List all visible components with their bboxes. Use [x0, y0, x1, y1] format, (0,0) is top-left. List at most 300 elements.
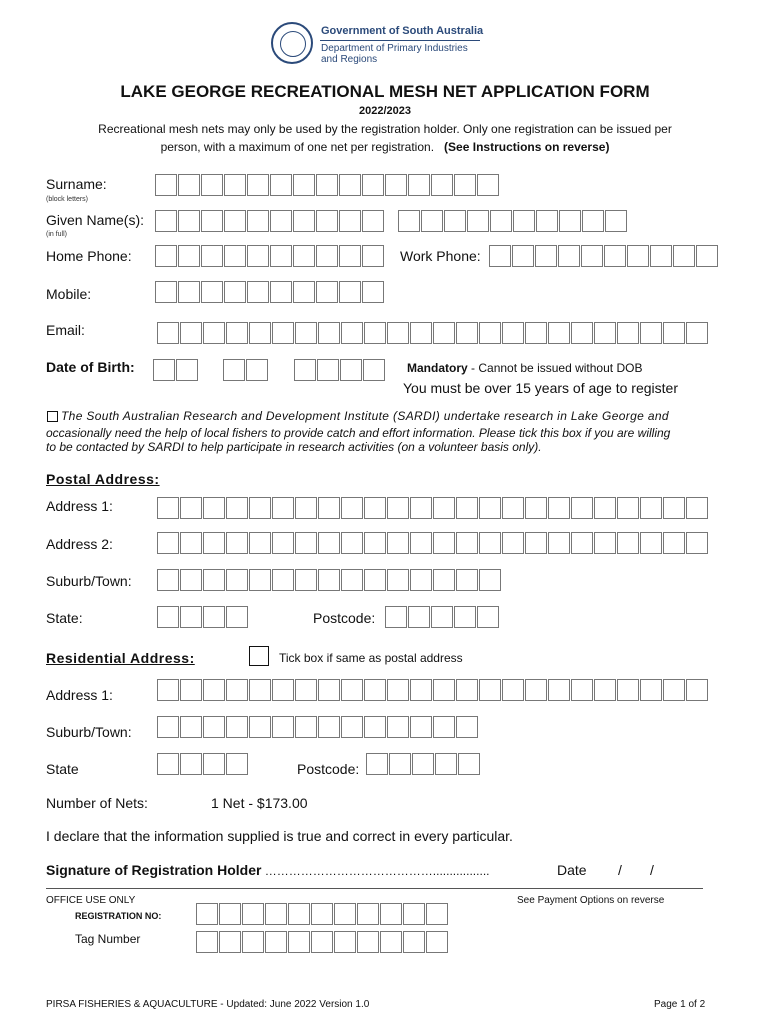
character-box[interactable]: [387, 322, 409, 344]
character-box[interactable]: [334, 931, 356, 953]
character-box[interactable]: [249, 716, 271, 738]
government-seal-logo: [271, 22, 313, 64]
signature-label: Signature of Registration Holder: [46, 862, 262, 878]
character-box[interactable]: [456, 322, 478, 344]
number-of-nets-value: 1 Net - $173.00: [211, 795, 308, 811]
character-box[interactable]: [686, 532, 708, 554]
intro-line-2: [0, 140, 770, 154]
character-box[interactable]: [594, 497, 616, 519]
character-box[interactable]: [456, 497, 478, 519]
character-box[interactable]: [341, 532, 363, 554]
character-box[interactable]: [435, 753, 457, 775]
character-box[interactable]: [196, 931, 218, 953]
postal-address-1-input[interactable]: [157, 497, 709, 519]
character-box[interactable]: [272, 716, 294, 738]
character-box[interactable]: [226, 322, 248, 344]
mobile-input[interactable]: [155, 281, 385, 303]
character-box[interactable]: [477, 606, 499, 628]
character-box[interactable]: [288, 931, 310, 953]
character-box[interactable]: [272, 497, 294, 519]
character-box[interactable]: [176, 359, 198, 381]
character-box[interactable]: [180, 716, 202, 738]
character-box[interactable]: [559, 210, 581, 232]
character-box[interactable]: [410, 716, 432, 738]
character-box[interactable]: [410, 679, 432, 701]
character-box[interactable]: [477, 174, 499, 196]
character-box[interactable]: [426, 903, 448, 925]
residential-postcode-input[interactable]: [366, 753, 481, 775]
character-box[interactable]: [410, 532, 432, 554]
character-box[interactable]: [316, 210, 338, 232]
character-box[interactable]: [431, 606, 453, 628]
mobile-label: Mobile:: [46, 286, 92, 302]
character-box[interactable]: [203, 753, 225, 775]
character-box[interactable]: [157, 569, 179, 591]
character-box[interactable]: [295, 716, 317, 738]
character-box[interactable]: [594, 679, 616, 701]
character-box[interactable]: [247, 210, 269, 232]
form-year: 2022/2023: [359, 105, 411, 117]
character-box[interactable]: [272, 532, 294, 554]
character-box[interactable]: [219, 931, 241, 953]
character-box[interactable]: [272, 569, 294, 591]
character-box[interactable]: [502, 497, 524, 519]
character-box[interactable]: [548, 322, 570, 344]
character-box[interactable]: [226, 497, 248, 519]
character-box[interactable]: [431, 174, 453, 196]
character-box[interactable]: [318, 532, 340, 554]
character-box[interactable]: [157, 716, 179, 738]
dept-line-2: and Regions: [321, 54, 378, 65]
character-box[interactable]: [385, 174, 407, 196]
character-box[interactable]: [270, 245, 292, 267]
character-box[interactable]: [686, 497, 708, 519]
given-name-input-2[interactable]: [398, 210, 628, 232]
character-box[interactable]: [155, 174, 177, 196]
character-box[interactable]: [293, 281, 315, 303]
sardi-line-2: occasionally need the help of local fishers to provide catch and effort information. Please tick this box if you are willing: [46, 426, 671, 440]
surname-input[interactable]: [155, 174, 500, 196]
mandatory-word: Mandatory: [407, 361, 468, 375]
number-of-nets-label: Number of Nets:: [46, 795, 148, 811]
residential-address-1-label: Address 1:: [46, 687, 113, 703]
registration-no-input[interactable]: [196, 903, 449, 925]
character-box[interactable]: [490, 210, 512, 232]
sardi-checkbox[interactable]: [47, 411, 58, 422]
character-box[interactable]: [387, 679, 409, 701]
character-box[interactable]: [594, 322, 616, 344]
character-box[interactable]: [247, 174, 269, 196]
character-box[interactable]: [502, 532, 524, 554]
character-box[interactable]: [663, 497, 685, 519]
character-box[interactable]: [316, 245, 338, 267]
character-box[interactable]: [201, 281, 223, 303]
character-box[interactable]: [247, 245, 269, 267]
character-box[interactable]: [458, 753, 480, 775]
character-box[interactable]: [249, 322, 271, 344]
character-box[interactable]: [502, 679, 524, 701]
character-box[interactable]: [201, 210, 223, 232]
character-box[interactable]: [433, 497, 455, 519]
date-slash-2: /: [650, 862, 654, 878]
intro-instructions: (See Instructions on reverse): [444, 140, 610, 154]
character-box[interactable]: [479, 532, 501, 554]
character-box[interactable]: [180, 679, 202, 701]
declaration-text: I declare that the information supplied is true and correct in every particular.: [46, 828, 513, 844]
character-box[interactable]: [387, 497, 409, 519]
character-box[interactable]: [513, 210, 535, 232]
office-divider: [46, 888, 703, 889]
character-box[interactable]: [640, 322, 662, 344]
postal-state-input[interactable]: [157, 606, 249, 628]
character-box[interactable]: [272, 322, 294, 344]
character-box[interactable]: [242, 903, 264, 925]
character-box[interactable]: [364, 569, 386, 591]
dob-day-input[interactable]: [153, 359, 199, 381]
character-box[interactable]: [157, 753, 179, 775]
character-box[interactable]: [582, 210, 604, 232]
character-box[interactable]: [224, 245, 246, 267]
character-box[interactable]: [318, 716, 340, 738]
character-box[interactable]: [226, 606, 248, 628]
character-box[interactable]: [366, 753, 388, 775]
postal-address-2-input[interactable]: [157, 532, 709, 554]
character-box[interactable]: [295, 532, 317, 554]
character-box[interactable]: [223, 359, 245, 381]
character-box[interactable]: [536, 210, 558, 232]
character-box[interactable]: [180, 322, 202, 344]
character-box[interactable]: [265, 931, 287, 953]
character-box[interactable]: [433, 322, 455, 344]
character-box[interactable]: [180, 753, 202, 775]
character-box[interactable]: [696, 245, 718, 267]
character-box[interactable]: [387, 532, 409, 554]
character-box[interactable]: [316, 174, 338, 196]
character-box[interactable]: [410, 322, 432, 344]
character-box[interactable]: [249, 532, 271, 554]
character-box[interactable]: [617, 532, 639, 554]
character-box[interactable]: [288, 903, 310, 925]
character-box[interactable]: [408, 606, 430, 628]
character-box[interactable]: [249, 679, 271, 701]
character-box[interactable]: [454, 606, 476, 628]
character-box[interactable]: [293, 245, 315, 267]
given-name-input-1[interactable]: [155, 210, 385, 232]
intro-line-1: Recreational mesh nets may only be used by the registration holder. Only one registration can be issued per: [98, 122, 672, 136]
character-box[interactable]: [525, 497, 547, 519]
character-box[interactable]: [456, 679, 478, 701]
postal-postcode-input[interactable]: [385, 606, 500, 628]
character-box[interactable]: [311, 931, 333, 953]
character-box[interactable]: [153, 359, 175, 381]
dob-mandatory-note: [407, 361, 642, 375]
character-box[interactable]: [548, 532, 570, 554]
character-box[interactable]: [617, 322, 639, 344]
character-box[interactable]: [157, 322, 179, 344]
character-box[interactable]: [219, 903, 241, 925]
character-box[interactable]: [385, 606, 407, 628]
character-box[interactable]: [246, 359, 268, 381]
character-box[interactable]: [604, 245, 626, 267]
character-box[interactable]: [403, 931, 425, 953]
postal-suburb-label: Suburb/Town:: [46, 573, 132, 589]
character-box[interactable]: [155, 245, 177, 267]
character-box[interactable]: [663, 322, 685, 344]
character-box[interactable]: [525, 532, 547, 554]
character-box[interactable]: [311, 903, 333, 925]
residential-address-heading: Residential Address:: [46, 650, 195, 666]
character-box[interactable]: [421, 210, 443, 232]
character-box[interactable]: [433, 569, 455, 591]
residential-state-input[interactable]: [157, 753, 249, 775]
character-box[interactable]: [155, 210, 177, 232]
same-as-postal-checkbox[interactable]: [249, 646, 269, 666]
character-box[interactable]: [558, 245, 580, 267]
character-box[interactable]: [316, 281, 338, 303]
character-box[interactable]: [686, 322, 708, 344]
character-box[interactable]: [581, 245, 603, 267]
character-box[interactable]: [201, 245, 223, 267]
character-box[interactable]: [548, 497, 570, 519]
character-box[interactable]: [341, 569, 363, 591]
character-box[interactable]: [157, 606, 179, 628]
logo-divider: [320, 40, 480, 41]
character-box[interactable]: [525, 322, 547, 344]
character-box[interactable]: [640, 532, 662, 554]
character-box[interactable]: [203, 497, 225, 519]
character-box[interactable]: [617, 497, 639, 519]
character-box[interactable]: [203, 606, 225, 628]
character-box[interactable]: [196, 903, 218, 925]
character-box[interactable]: [479, 569, 501, 591]
home-phone-input[interactable]: [155, 245, 385, 267]
character-box[interactable]: [364, 532, 386, 554]
dept-line-1: Department of Primary Industries: [321, 43, 468, 54]
character-box[interactable]: [467, 210, 489, 232]
character-box[interactable]: [663, 532, 685, 554]
character-box[interactable]: [433, 679, 455, 701]
character-box[interactable]: [364, 322, 386, 344]
signature-line[interactable]: [46, 862, 489, 878]
character-box[interactable]: [362, 174, 384, 196]
character-box[interactable]: [412, 753, 434, 775]
character-box[interactable]: [387, 716, 409, 738]
character-box[interactable]: [226, 532, 248, 554]
residential-state-label: State: [46, 761, 79, 777]
character-box[interactable]: [155, 281, 177, 303]
character-box[interactable]: [226, 569, 248, 591]
character-box[interactable]: [293, 174, 315, 196]
home-phone-label: Home Phone:: [46, 248, 132, 264]
residential-suburb-input[interactable]: [157, 716, 479, 738]
character-box[interactable]: [410, 497, 432, 519]
character-box[interactable]: [502, 322, 524, 344]
postal-suburb-input[interactable]: [157, 569, 502, 591]
character-box[interactable]: [203, 532, 225, 554]
character-box[interactable]: [403, 903, 425, 925]
character-box[interactable]: [270, 210, 292, 232]
character-box[interactable]: [272, 679, 294, 701]
character-box[interactable]: [640, 497, 662, 519]
character-box[interactable]: [571, 679, 593, 701]
character-box[interactable]: [317, 359, 339, 381]
character-box[interactable]: [571, 322, 593, 344]
character-box[interactable]: [270, 174, 292, 196]
character-box[interactable]: [605, 210, 627, 232]
email-label: Email:: [46, 322, 85, 338]
character-box[interactable]: [617, 679, 639, 701]
character-box[interactable]: [341, 497, 363, 519]
character-box[interactable]: [627, 245, 649, 267]
character-box[interactable]: [203, 716, 225, 738]
character-box[interactable]: [426, 931, 448, 953]
character-box[interactable]: [389, 753, 411, 775]
given-name-label: Given Name(s):: [46, 212, 145, 228]
character-box[interactable]: [339, 245, 361, 267]
character-box[interactable]: [242, 931, 264, 953]
character-box[interactable]: [341, 679, 363, 701]
character-box[interactable]: [249, 569, 271, 591]
character-box[interactable]: [339, 210, 361, 232]
character-box[interactable]: [525, 679, 547, 701]
registration-no-label: REGISTRATION NO:: [75, 911, 162, 921]
character-box[interactable]: [512, 245, 534, 267]
character-box[interactable]: [178, 281, 200, 303]
dob-year-input[interactable]: [294, 359, 386, 381]
character-box[interactable]: [535, 245, 557, 267]
work-phone-label: Work Phone:: [400, 248, 481, 264]
tag-number-label: Tag Number: [75, 932, 141, 946]
character-box[interactable]: [295, 679, 317, 701]
character-box[interactable]: [340, 359, 362, 381]
character-box[interactable]: [571, 497, 593, 519]
character-box[interactable]: [157, 679, 179, 701]
signature-dots: …………………………………….................: [261, 864, 490, 878]
character-box[interactable]: [673, 245, 695, 267]
character-box[interactable]: [226, 753, 248, 775]
character-box[interactable]: [489, 245, 511, 267]
office-use-heading: OFFICE USE ONLY: [46, 895, 136, 906]
character-box[interactable]: [571, 532, 593, 554]
postal-state-label: State:: [46, 610, 83, 626]
character-box[interactable]: [357, 931, 379, 953]
character-box[interactable]: [479, 497, 501, 519]
date-slash-1: /: [618, 862, 622, 878]
character-box[interactable]: [180, 569, 202, 591]
dob-label: Date of Birth:: [46, 359, 135, 375]
form-title: LAKE GEORGE RECREATIONAL MESH NET APPLICATION FORM: [120, 82, 650, 101]
character-box[interactable]: [295, 497, 317, 519]
character-box[interactable]: [357, 903, 379, 925]
character-box[interactable]: [341, 716, 363, 738]
mandatory-rest: - Cannot be issued without DOB: [467, 361, 643, 375]
character-box[interactable]: [295, 569, 317, 591]
character-box[interactable]: [318, 322, 340, 344]
character-box[interactable]: [364, 497, 386, 519]
character-box[interactable]: [339, 281, 361, 303]
character-box[interactable]: [380, 931, 402, 953]
character-box[interactable]: [270, 281, 292, 303]
character-box[interactable]: [479, 679, 501, 701]
character-box[interactable]: [178, 174, 200, 196]
character-box[interactable]: [157, 497, 179, 519]
character-box[interactable]: [294, 359, 316, 381]
given-name-hint: (in full): [46, 231, 68, 238]
character-box[interactable]: [339, 174, 361, 196]
character-box[interactable]: [479, 322, 501, 344]
character-box[interactable]: [180, 532, 202, 554]
character-box[interactable]: [362, 281, 384, 303]
character-box[interactable]: [247, 281, 269, 303]
character-box[interactable]: [380, 903, 402, 925]
residential-address-1-input[interactable]: [157, 679, 709, 701]
character-box[interactable]: [203, 322, 225, 344]
character-box[interactable]: [650, 245, 672, 267]
character-box[interactable]: [686, 679, 708, 701]
character-box[interactable]: [341, 322, 363, 344]
character-box[interactable]: [444, 210, 466, 232]
character-box[interactable]: [295, 322, 317, 344]
character-box[interactable]: [334, 903, 356, 925]
character-box[interactable]: [318, 679, 340, 701]
character-box[interactable]: [364, 716, 386, 738]
character-box[interactable]: [203, 569, 225, 591]
work-phone-input[interactable]: [489, 245, 719, 267]
character-box[interactable]: [594, 532, 616, 554]
character-box[interactable]: [201, 174, 223, 196]
postal-address-1-label: Address 1:: [46, 498, 113, 514]
character-box[interactable]: [180, 606, 202, 628]
character-box[interactable]: [226, 679, 248, 701]
dob-month-input[interactable]: [223, 359, 269, 381]
character-box[interactable]: [362, 245, 384, 267]
character-box[interactable]: [224, 174, 246, 196]
character-box[interactable]: [364, 679, 386, 701]
character-box[interactable]: [226, 716, 248, 738]
character-box[interactable]: [157, 532, 179, 554]
character-box[interactable]: [433, 532, 455, 554]
character-box[interactable]: [408, 174, 430, 196]
character-box[interactable]: [398, 210, 420, 232]
character-box[interactable]: [318, 497, 340, 519]
character-box[interactable]: [387, 569, 409, 591]
character-box[interactable]: [363, 359, 385, 381]
character-box[interactable]: [548, 679, 570, 701]
character-box[interactable]: [456, 569, 478, 591]
character-box[interactable]: [456, 532, 478, 554]
character-box[interactable]: [663, 679, 685, 701]
character-box[interactable]: [224, 210, 246, 232]
character-box[interactable]: [180, 497, 202, 519]
character-box[interactable]: [178, 210, 200, 232]
character-box[interactable]: [362, 210, 384, 232]
character-box[interactable]: [640, 679, 662, 701]
character-box[interactable]: [265, 903, 287, 925]
character-box[interactable]: [454, 174, 476, 196]
character-box[interactable]: [293, 210, 315, 232]
character-box[interactable]: [224, 281, 246, 303]
character-box[interactable]: [318, 569, 340, 591]
email-input[interactable]: [157, 322, 709, 344]
character-box[interactable]: [433, 716, 455, 738]
character-box[interactable]: [249, 497, 271, 519]
character-box[interactable]: [410, 569, 432, 591]
character-box[interactable]: [203, 679, 225, 701]
character-box[interactable]: [456, 716, 478, 738]
character-box[interactable]: [178, 245, 200, 267]
same-as-postal-label: Tick box if same as postal address: [279, 651, 463, 665]
tag-number-input[interactable]: [196, 931, 449, 953]
